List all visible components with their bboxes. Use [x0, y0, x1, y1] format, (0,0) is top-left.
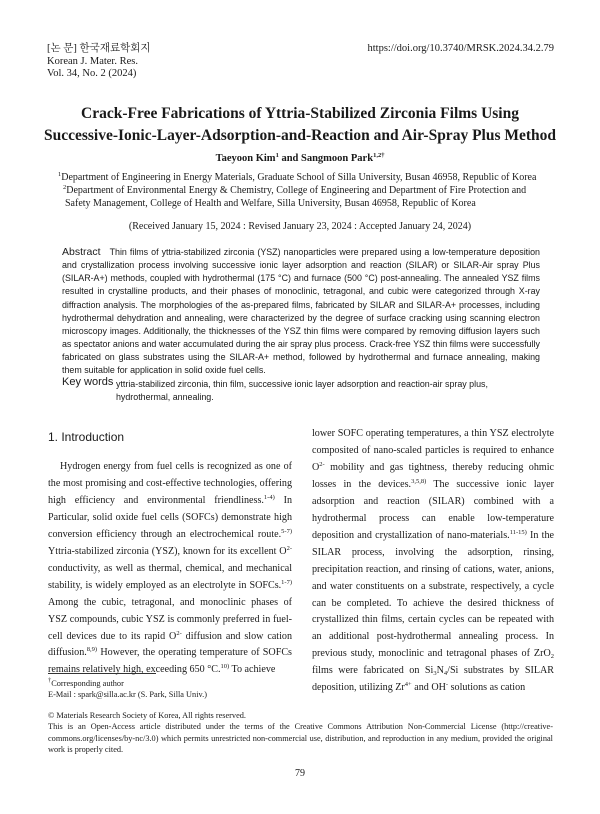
text-run: films were fabricated on Si [312, 665, 434, 677]
license-text: This is an Open-Access article distributed under the terms of the Creative Commons Attribution Non-Commercial License (http://creative-commons.org/licenses/by-nc/3.0) which permits unrestricted non-commercial use, distribution, and reproduction in any medium, provided the original work is properly cited. [48, 722, 553, 754]
text-run: lower SOFC operating temperatures, a thin YSZ electrolyte composited of nano-scaled particles is required to enhance O [312, 428, 554, 473]
footnote-text: Corresponding author [51, 679, 124, 688]
author-list [0, 153, 600, 164]
citation: 10) [220, 663, 230, 671]
affiliation-2-text-2: Safety Management, College of Health and Welfare, Silla University, Busan 46958, Republic of Korea [65, 198, 476, 209]
footnote-line-1 [48, 678, 207, 689]
author-kim-affil: 1 [275, 152, 279, 159]
dagger-mark: † [48, 677, 52, 684]
text-run: Among the cubic, tetragonal, and monoclinic phases of YSZ compounds, cubic YSZ is commonly preferred in fuel-cell devices due to its rapid O [48, 596, 292, 642]
affiliation-2-cont [58, 197, 558, 210]
intro-paragraph-1-cont [312, 426, 554, 697]
affiliations [58, 171, 558, 210]
keywords-text: yttria-stabilized zirconia, thin film, successive ionic layer adsorption and reaction-air spray plus, hydrothermal, annealing. [116, 379, 488, 402]
citation: 1-7) [281, 578, 292, 586]
affiliation-1-mark: 1 [58, 171, 62, 178]
footnote-divider [48, 673, 156, 674]
affiliation-2-text-1: Department of Environmental Energy & Chemistry, College of Engineering and Department of Fire Protection and [66, 185, 527, 196]
footnote-email[interactable]: E-Mail : spark@silla.ac.kr (S. Park, Silla Univ.) [48, 690, 207, 699]
text-run: In Particular, solid oxide fuel cells (SOFCs) demonstrate high conversion efficiency through an electrochemical route. [48, 494, 292, 540]
citation: 8,9) [86, 646, 98, 654]
keywords-label: Key words [62, 376, 114, 388]
ion-charge: 2- [319, 460, 325, 468]
author-park-affil: 1,2† [373, 152, 385, 159]
received-dates: (Received January 15, 2024 : Revised January 23, 2024 : Accepted January 24, 2024) [128, 221, 472, 232]
subscript: 3 [433, 670, 437, 678]
subscript: 4 [443, 670, 448, 678]
page-number: 79 [295, 768, 305, 779]
ion-charge: 2- [286, 544, 292, 552]
copyright-line: © Materials Research Society of Korea, All rights reserved. [48, 711, 246, 720]
journal-abbrev: Korean J. Mater. Res. [47, 55, 138, 67]
text-run: /Si substrates by SILAR deposition, utilizing Zr [312, 665, 555, 694]
abstract [62, 246, 540, 378]
affiliation-1-text: Department of Engineering in Energy Materials, Graduate School of Silla University, Busan 46958, Republic of Korea [61, 172, 537, 183]
text-run: In the SILAR process, involving the adsorption, rinsing, precipitation reaction, and rinsing of cations, water, anions, and water constituents on a substrate, respectively, a cycle can be completed. To achieve the desired thickness of crystallized thin films, certain cycles can be repeated with an additional post-hydrothermal annealing process. In previous study, monoclinic and tetragonal phases of ZrO [312, 529, 554, 660]
text-run: However, the operating temperature of SOFCs remains relatively high, exceeding 650 °C. [48, 647, 292, 676]
citation: 3,5,8) [411, 477, 427, 485]
ion-charge: - [445, 681, 449, 689]
affiliation-2-mark: 2 [63, 184, 67, 191]
journal-korean-name: [논 문] 한국재료학회지 [47, 43, 151, 54]
author-park: Sangmoon Park [301, 153, 374, 164]
affiliation-2 [58, 184, 558, 197]
license-notice [48, 710, 553, 755]
paper-title [20, 103, 580, 147]
intro-paragraph-1 [48, 459, 292, 679]
citation: 5-7) [281, 527, 292, 535]
author-conjunction: and [278, 153, 301, 164]
text-run: and OH [411, 682, 446, 694]
text-run: diffusion and slow cation diffusion. [48, 630, 293, 659]
text-run: mobility and gas tightness, thereby reducing ohmic losses in the devices. [312, 461, 554, 490]
text-run: conductivity, as well as thermal, chemical, and mechanical stability, is widely employed as an electrolyte in SOFCs. [48, 562, 292, 591]
text-run: Yttria-stabilized zirconia (YSZ), known for its excellent O [48, 545, 287, 557]
author-kim: Taeyoon Kim [215, 153, 276, 164]
body-column-left [48, 459, 292, 679]
citation: 11-15) [509, 528, 527, 536]
text-run: Hydrogen energy from fuel cells is recognized as one of the most promising and cost-effective technologies, offering high efficiency and environmental friendliness. [48, 461, 292, 506]
body-column-right [312, 426, 554, 697]
text-run: solutions as cation [448, 682, 526, 694]
ion-charge: 2- [176, 629, 182, 637]
text-run: N [436, 665, 444, 677]
subscript: 2 [550, 653, 554, 661]
section-heading-introduction: 1. Introduction [48, 430, 125, 444]
journal-header [47, 43, 151, 81]
abstract-label: Abstract [62, 246, 101, 258]
citation: 1-4) [263, 493, 275, 501]
affiliation-1 [58, 171, 558, 184]
text-run: To achieve [229, 664, 276, 676]
journal-volume: Vol. 34, No. 2 (2024) [47, 68, 137, 79]
text-run: The successive ionic layer adsorption and reaction (SILAR) combined with a hydrothermal process can enable low-temperature deposition and crystallization of nano-materials. [312, 478, 554, 541]
title-line-1: Crack-Free Fabrications of Yttria-Stabilized Zirconia Films Using [81, 105, 519, 122]
ion-charge: 4+ [404, 681, 412, 689]
abstract-text: Thin films of yttria-stabilized zirconia (YSZ) nanoparticles were prepared using a low-temperature deposition and crystallization process involving successive ionic layer adsorption and reaction (SILAR) or SILAR-Air spray Plus (SILAR-A+) methods, coupled with hydrothermal (175 °C) and furnace (500 °C) post-annealing. The annealed YSZ films resulted in crystalline products, and their phases of monoclinic, tetragonal, and cubic were categorized through X-ray diffraction analysis. The morphologies of the as-prepared films, fabricated by SILAR and SILAR-A+ processes, including hydrothermal dehydration and annealing, were characterized by the degree of surface cracking using scanning electron microscopy images. Additionally, the thicknesses of the YSZ thin films were compared by removing diffusion layers such as spectator anions and water accumulated during the air spray plus process. Crack-free YSZ thin films were successfully fabricated on glass substrates using the SILAR-A+ method, followed by hydrothermal and furnace annealing, making them suitable for application in solid oxide fuel cells. [62, 247, 540, 376]
title-line-2: Successive-Ionic-Layer-Adsorption-and-Reaction and Air-Spray Plus Method [43, 127, 557, 144]
doi-link[interactable]: https://doi.org/10.3740/MRSK.2024.34.2.79 [367, 43, 554, 54]
corresponding-footnote [48, 678, 207, 700]
